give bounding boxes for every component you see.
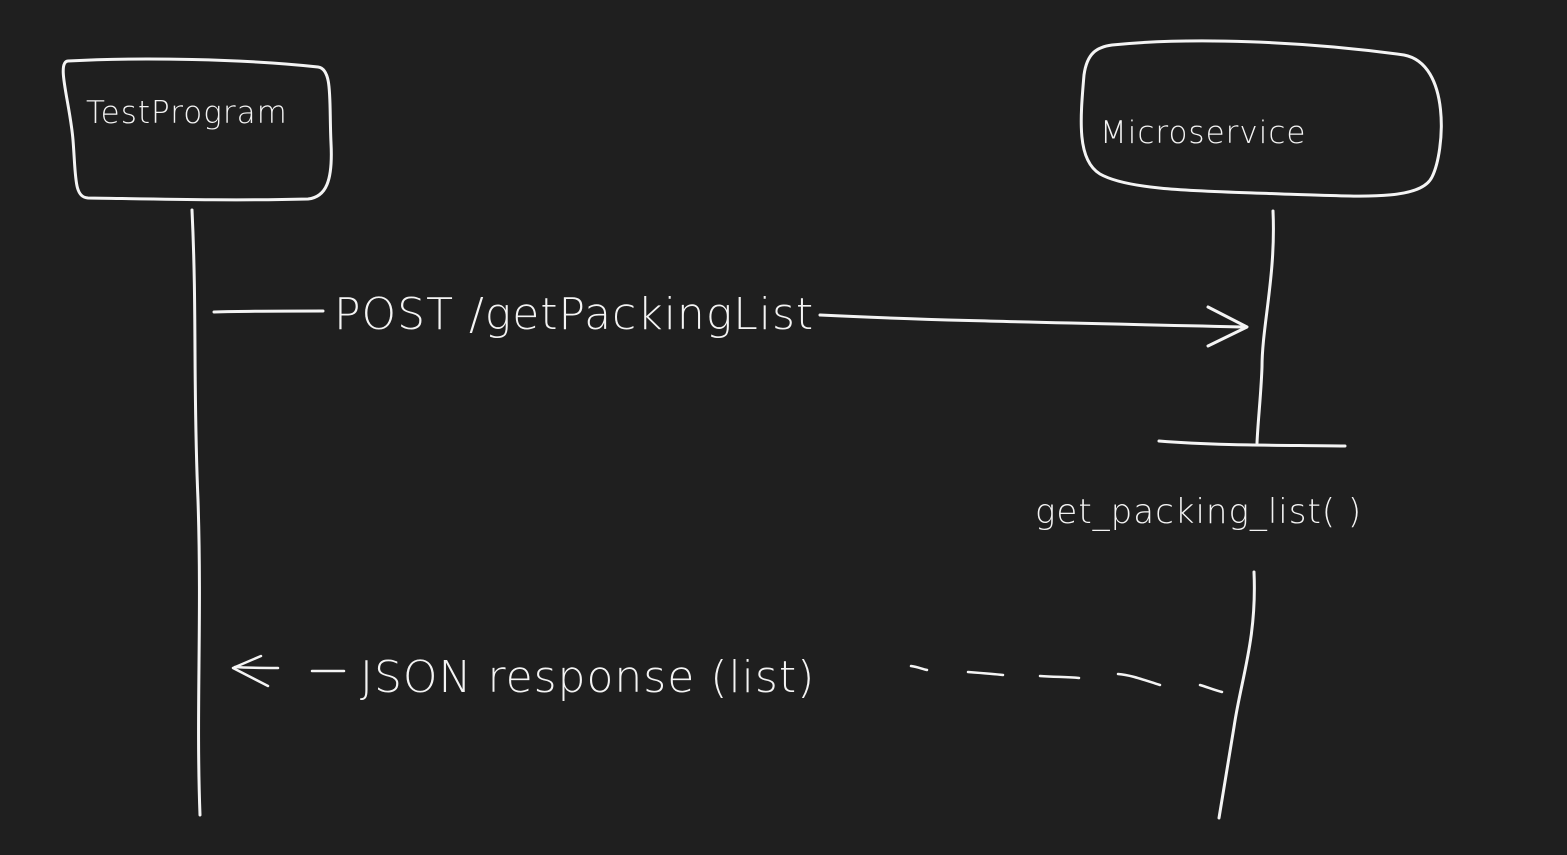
test-program-lifeline — [192, 210, 200, 815]
request-message-label: POST /getPackingList — [334, 289, 815, 340]
microservice-activation-bar — [1159, 441, 1345, 446]
response-dash-5 — [1200, 685, 1222, 692]
response-dash-4 — [1118, 674, 1160, 685]
response-dash-left — [235, 667, 278, 668]
test-program-label: TestProgram — [86, 95, 288, 131]
internal-call-label: get_packing_list( ) — [1035, 492, 1363, 532]
response-message-label: JSON response (list) — [360, 652, 816, 703]
microservice-label: Microservice — [1100, 115, 1307, 151]
response-dash-1 — [911, 666, 927, 670]
microservice-lifeline-upper — [1257, 211, 1273, 443]
response-dash-2 — [968, 672, 1003, 675]
request-line-left — [214, 311, 323, 312]
response-dash-3 — [1040, 676, 1079, 678]
response-arrowhead — [233, 656, 268, 686]
microservice-lifeline-lower — [1219, 572, 1254, 818]
request-line-right — [820, 315, 1246, 327]
